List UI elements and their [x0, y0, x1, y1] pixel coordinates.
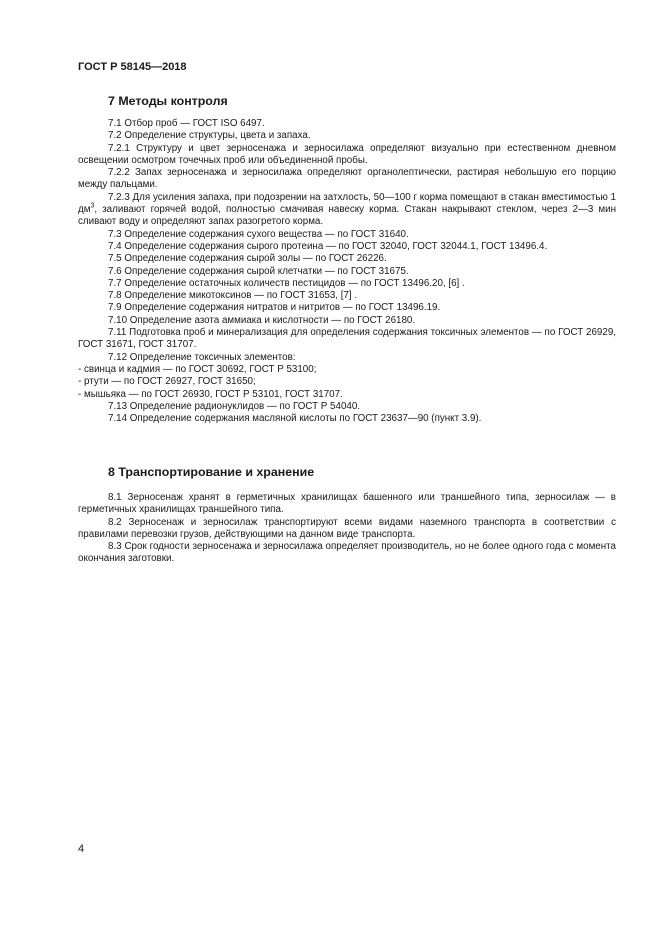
- section-title: 8 Транспортирование и хранение: [108, 465, 315, 479]
- standard-header: ГОСТ Р 58145—2018: [78, 61, 187, 73]
- paragraph-7-2: 7.2 Определение структуры, цвета и запаха.: [108, 130, 311, 142]
- list-item: - ртути — по ГОСТ 26927, ГОСТ 31650;: [78, 376, 256, 388]
- paragraph-7-5: 7.5 Определение содержания сырой золы — по ГОСТ 26226.: [108, 253, 387, 265]
- paragraph-7-9: 7.9 Определение содержания нитратов и нитритов — по ГОСТ 13496.19.: [108, 302, 441, 314]
- paragraph-7-7: 7.7 Определение остаточных количеств пестицидов — по ГОСТ 13496.20, [6] .: [108, 277, 465, 289]
- paragraph-8-2: 8.2 Зерносенаж и зерносилаж транспортируют всеми видами наземного транспорта в соответствии с правилами перевозки грузов, действующими на данном виде транспорта.: [78, 516, 616, 540]
- paragraph-7-2-1: 7.2.1 Структуру и цвет зерносенажа и зерносилажа определяют визуально при естественном дневном освещении осмотром точечных проб или объединенной пробы.: [78, 142, 616, 166]
- paragraph-8-1: 8.1 Зерносенаж хранят в герметичных хранилищах башенного или траншейного типа, зерносилаж — в герметичных хранилищах траншейного типа.: [78, 492, 616, 516]
- paragraph-7-4: 7.4 Определение содержания сырого протеина — по ГОСТ 32040, ГОСТ 32044.1, ГОСТ 13496.4.: [108, 240, 548, 252]
- section-transport-storage: [78, 465, 616, 566]
- list-item: - мышьяка — по ГОСТ 26930, ГОСТ Р 53101, ГОСТ 31707.: [78, 388, 343, 400]
- paragraph-7-12: 7.12 Определение токсичных элементов:: [108, 351, 296, 363]
- paragraph-7-6: 7.6 Определение содержания сырой клетчатки — по ГОСТ 31675.: [108, 265, 409, 277]
- paragraph-7-14: 7.14 Определение содержания масляной кислоты по ГОСТ 23637—90 (пункт 3.9).: [108, 413, 482, 425]
- paragraph-7-2-3-text-a: 7.2.3 Для усиления запаха, при подозрении на затхлость, 50—100 г корма помещают в стакан вместимостью 1 дм: [78, 191, 616, 216]
- paragraph-7-11: 7.11 Подготовка проб и минерализация для определения содержания токсичных элементов — по ГОСТ 26929, ГОСТ 31671, ГОСТ 31707.: [78, 327, 616, 351]
- paragraph-7-10: 7.10 Определение азота аммиака и кислотности — по ГОСТ 26180.: [108, 314, 416, 326]
- paragraph-7-13: 7.13 Определение радионуклидов — по ГОСТ Р 54040.: [108, 400, 361, 412]
- paragraph-7-3: 7.3 Определение содержания сухого вещества — по ГОСТ 31640.: [108, 228, 409, 240]
- superscript: 3: [90, 202, 95, 210]
- section-title: 7 Методы контроля: [108, 94, 228, 108]
- paragraph-7-2-3-text-b: , заливают горячей водой, полностью смачивая навеску корма. Стакан накрывают стеклом, через 2—3 мин сливают воду и определяют запах разогретого корма.: [78, 204, 616, 228]
- paragraph-7-1: 7.1 Отбор проб — ГОСТ ISO 6497.: [108, 118, 265, 129]
- paragraph-7-2-2: 7.2.2 Запах зерносенажа и зерносилажа определяют органолептически, растирая небольшую его порцию между пальцами.: [78, 167, 616, 191]
- page-number: 4: [78, 843, 85, 855]
- section-control-methods: [78, 94, 616, 425]
- paragraph-8-3: 8.3 Срок годности зерносенажа и зерносилажа определяет производитель, но не более одного года с момента окончания заготовки.: [78, 541, 616, 565]
- paragraph-7-8: 7.8 Определение микотоксинов — по ГОСТ 31653, [7] .: [108, 290, 358, 302]
- paragraph-7-2-3: [78, 192, 616, 229]
- list-item: - свинца и кадмия — по ГОСТ 30692, ГОСТ Р 53100;: [78, 363, 317, 375]
